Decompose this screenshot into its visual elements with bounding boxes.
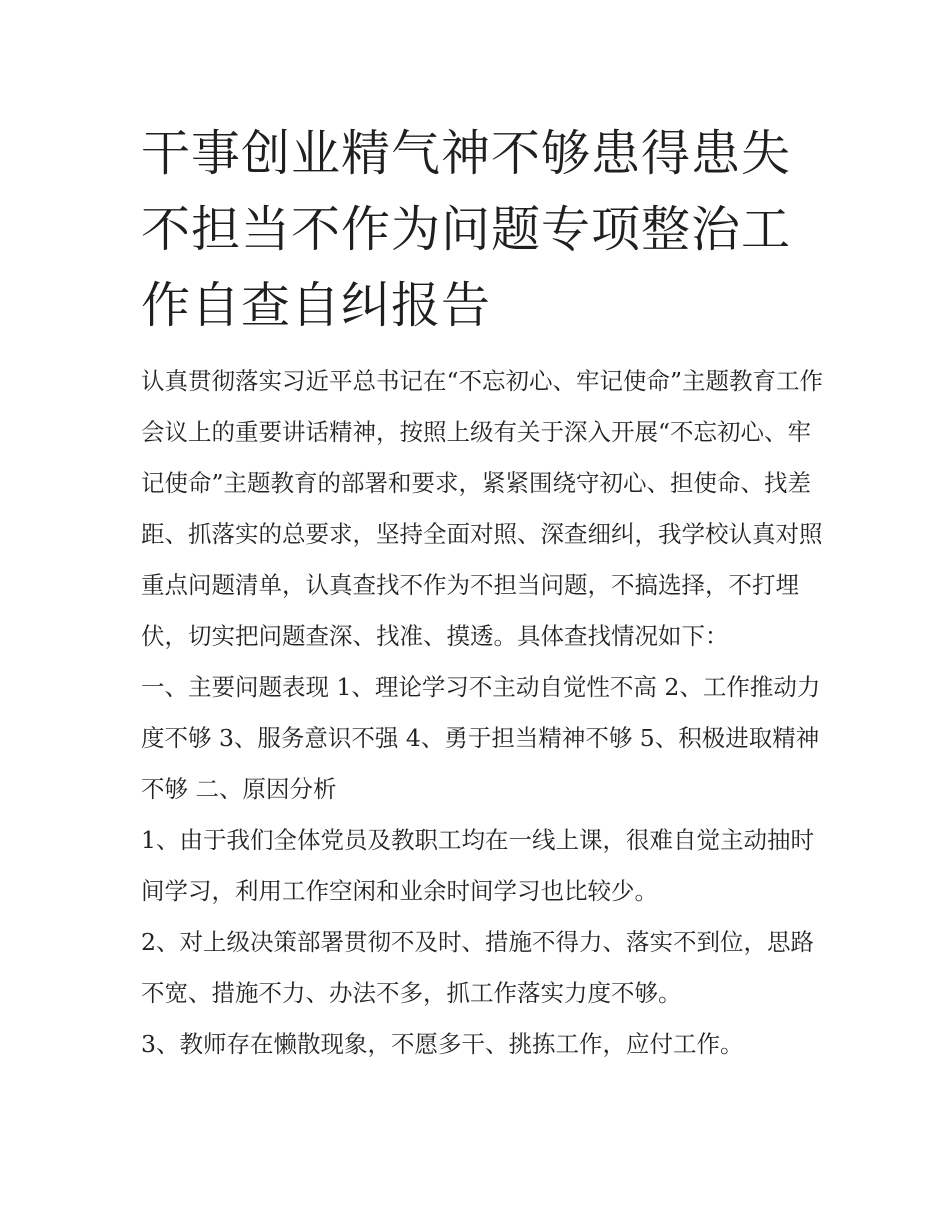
paragraph-problems: 一、主要问题表现 1、理论学习不主动自觉性不高 2、工作推动力度不够 3、服务意识不强 4、勇于担当精神不够 5、积极进取精神不够 二、原因分析 xyxy=(141,673,821,803)
paragraph-cause-3: 3、教师存在懒散现象，不愿多干、挑拣工作，应付工作。 xyxy=(141,1030,744,1058)
paragraph-intro: 认真贯彻落实习近平总书记在“不忘初心、牢记使命”主题教育工作会议上的重要讲话精神，按照上级有关于深入开展“不忘初心、牢记使命”主题教育的部署和要求，紧紧围绕守初心、担使命、找差距、抓落实的总要求，坚持全面对照、深查细纠，我学校认真对照重点问题清单，认真查找不作为不担当问题，不搞选择，不打埋伏，切实把问题查深、找准、摸透。具体查找情况如下： xyxy=(141,367,824,650)
paragraph-cause-1: 1、由于我们全体党员及教职工均在一线上课，很难自觉主动抽时间学习，利用工作空闲和业余时间学习也比较少。 xyxy=(141,826,814,905)
document-title: 干事创业精气神不够患得患失不担当不作为问题专项整治工作自查自纠报告 xyxy=(141,125,792,334)
document-body xyxy=(141,356,831,1070)
paragraph-cause-2: 2、对上级决策部署贯彻不及时、措施不得力、落实不到位，思路不宽、措施不力、办法不多，抓工作落实力度不够。 xyxy=(141,928,814,1007)
